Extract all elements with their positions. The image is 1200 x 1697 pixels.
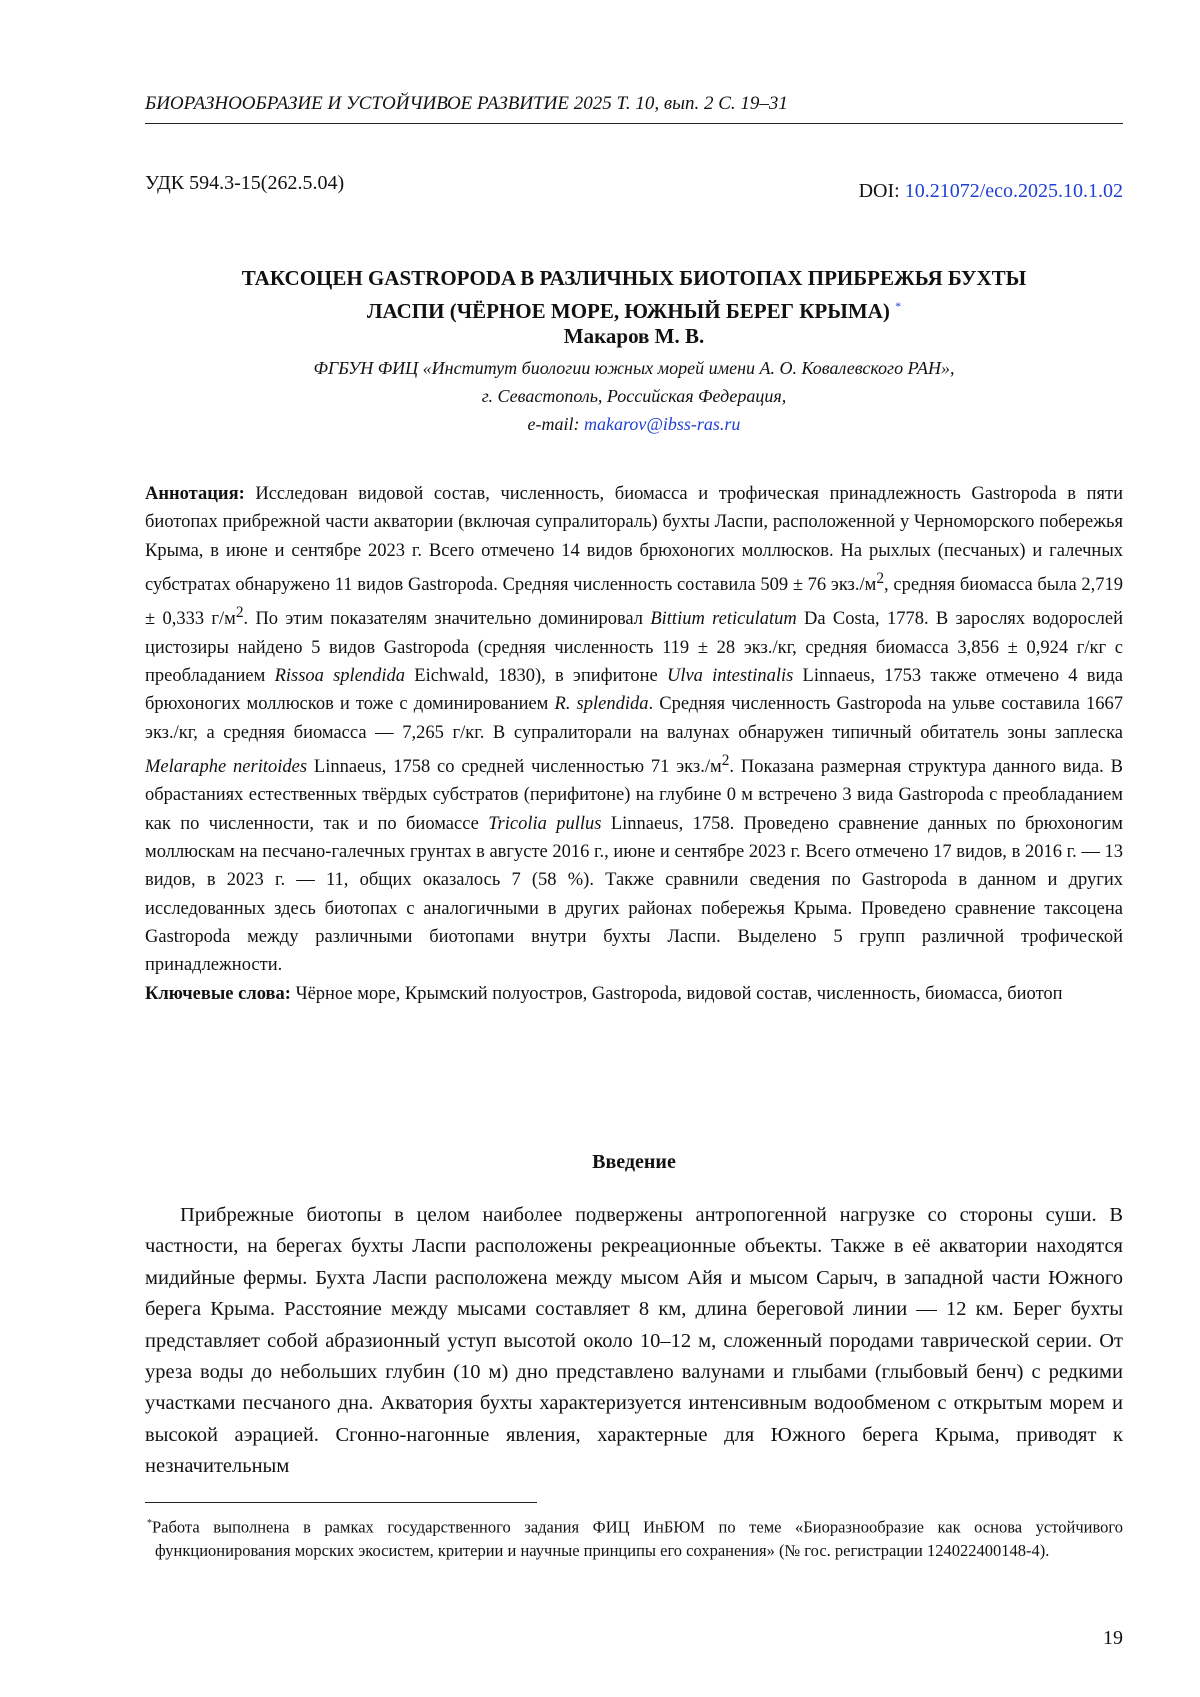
- affiliation-line-1: ФГБУН ФИЦ «Институт биологии южных морей имени А. О. Ковалевского РАН»,: [313, 358, 955, 378]
- section-heading-introduction: Введение: [592, 1151, 676, 1173]
- superscript: 2: [235, 604, 244, 622]
- abstract-text: Linnaeus, 1753 также отмечено 4 вида брюхоногих моллюсков и тоже с доминированием: [145, 666, 1124, 715]
- abstract-text: . Средняя численность Gastropoda на ульве составила 1667 экз./кг, а средняя биомасса — 7,265 г/кг. В супралиторали на валунах обнаружен типичный обитатель зоны заплеска: [145, 694, 1123, 743]
- species-name: R. splendida: [554, 694, 649, 715]
- title-line-2-text: ЛАСПИ (ЧЁРНОЕ МОРЕ, ЮЖНЫЙ БЕРЕГ КРЫМА): [366, 299, 890, 323]
- doi-label: DOI:: [858, 180, 905, 202]
- abstract-text: , средняя биомасса была 2,719 ± 0,333 г/м: [145, 575, 1123, 630]
- species-name: Tricolia pullus: [488, 813, 602, 834]
- abstract-text: Linnaeus, 1758 со средней численностью 71 экз./м: [307, 757, 722, 778]
- species-name: Ulva intestinalis: [666, 666, 794, 687]
- superscript: 2: [876, 569, 885, 587]
- keywords-text: Чёрное море, Крымский полуостров, Gastropoda, видовой состав, численность, биомасса, биотоп: [290, 983, 1063, 1004]
- affiliation-email-line: [145, 410, 1123, 438]
- keywords-label: Ключевые слова:: [145, 983, 291, 1004]
- footnote-divider: [145, 1502, 537, 1503]
- abstract-text: Eichwald, 1830), в эпифитоне: [405, 666, 667, 687]
- email-label: e-mail:: [527, 414, 585, 434]
- abstract-label: Аннотация:: [145, 484, 245, 504]
- abstract-text: Linnaeus, 1758. Проведено сравнение данных по брюхоногим моллюскам на песчано-галечных грунтах в августе 2016 г., июне и сентябре 2023 г. Всего отмечено 17 видов, в 2016 г. — 13 видов, в 2023 г. — 11, общих оказалось 7 (58 %). Также сравнили сведения по Gastropoda в данном и других исследованных здесь биотопах с аналогичными в других районах побережья Крыма. Проведено сравнение таксоцена Gastropoda между различными биотопами внутри бухты Ласпи. Выделено 5 групп различной трофической принадлежности.: [145, 813, 1124, 976]
- affiliation: [145, 354, 1123, 438]
- footnote: [145, 1512, 1123, 1562]
- abstract-text: . По этим показателям значительно доминировал: [243, 609, 651, 630]
- title-footnote-marker[interactable]: *: [895, 299, 902, 313]
- footnote-text: Работа выполнена в рамках государственного задания ФИЦ ИнБЮМ по теме «Биоразнообразие как основа устойчивого функционирования морских экосистем, критерии и научные принципы его сохранения» (№ гос. регистрации 124022400148-4).: [152, 1517, 1123, 1560]
- abstract-text: Da Costa, 1778. В зарослях водорослей цистозиры найдено 5 видов Gastropoda (средняя численность 119 ± 28 экз./кг, средняя биомасса 3,856 ± 0,924 г/кг с преобладанием: [145, 609, 1123, 687]
- title-line-2: [145, 292, 1123, 325]
- author-name: Макаров М. В.: [563, 324, 705, 348]
- paper-title: [145, 264, 1123, 325]
- keywords: [145, 980, 1123, 1008]
- email-link[interactable]: makarov@ibss-ras.ru: [584, 414, 741, 434]
- species-name: Bittium reticulatum: [650, 609, 797, 630]
- affiliation-line-2: г. Севастополь, Российская Федерация,: [481, 386, 787, 406]
- title-line-1: ТАКСОЦЕН GASTROPODA В РАЗЛИЧНЫХ БИОТОПАХ ПРИБРЕЖЬЯ БУХТЫ: [241, 266, 1027, 290]
- species-name: Rissoa splendida: [274, 666, 406, 687]
- intro-paragraph: Прибрежные биотопы в целом наиболее подвержены антропогенной нагрузке со стороны суши. В частности, на берегах бухты Ласпи расположены рекреационные объекты. Также в её акватории находятся мидийные фермы. Бухта Ласпи расположена между мысом Айя и мысом Сарыч, в западной части Южного берега Крыма. Расстояние между мысами составляет 8 км, длина береговой линии — 12 км. Берег бухты представляет собой абразионный уступ высотой около 10–12 м, сложенный породами таврической серии. От уреза воды до небольших глубин (10 м) дно представлено валунами и глыбами (глыбовый бенч) с редкими участками песчаного дна. Акватория бухты характеризуется интенсивным водообменом с открытым морем и высокой аэрацией. Сгонно-нагонные явления, характерные для Южного берега Крыма, приводят к незначительным: [145, 1204, 1123, 1478]
- doi-link[interactable]: 10.21072/eco.2025.10.1.02: [904, 180, 1123, 202]
- abstract-text: . Показана размерная структура данного вида. В обрастаниях естественных твёрдых субстратов (перифитоне) на глубине 0 м встречено 3 вида Gastropoda с преобладанием как по численности, так и по биомассе: [145, 757, 1123, 834]
- abstract-text: Исследован видовой состав, численность, биомасса и трофическая принадлежность Gastropoda в пяти биотопах прибрежной части акватории (включая супралитораль) бухты Ласпи, расположенной у Черноморского побережья Крыма, в июне и сентябре 2023 г. Всего отмечено 14 видов брюхоногих моллюсков. На рыхлых (песчаных) и галечных субстратах обнаружено 11 видов Gastropoda. Средняя численность составила 509 ± 76 экз./м: [145, 484, 1123, 596]
- footnote-marker: *: [147, 1518, 152, 1529]
- doi: [859, 180, 1123, 203]
- species-name: Melaraphe neritoides: [145, 757, 308, 778]
- udk-code: УДК 594.3-15(262.5.04): [145, 172, 345, 194]
- abstract: [145, 480, 1123, 980]
- superscript: 2: [721, 751, 730, 769]
- abstract-block: [145, 480, 1123, 1008]
- journal-header: БИОРАЗНООБРАЗИЕ И УСТОЙЧИВОЕ РАЗВИТИЕ 2025 Т. 10, вып. 2 С. 19–31: [145, 93, 1123, 124]
- page-number: 19: [1103, 1627, 1123, 1649]
